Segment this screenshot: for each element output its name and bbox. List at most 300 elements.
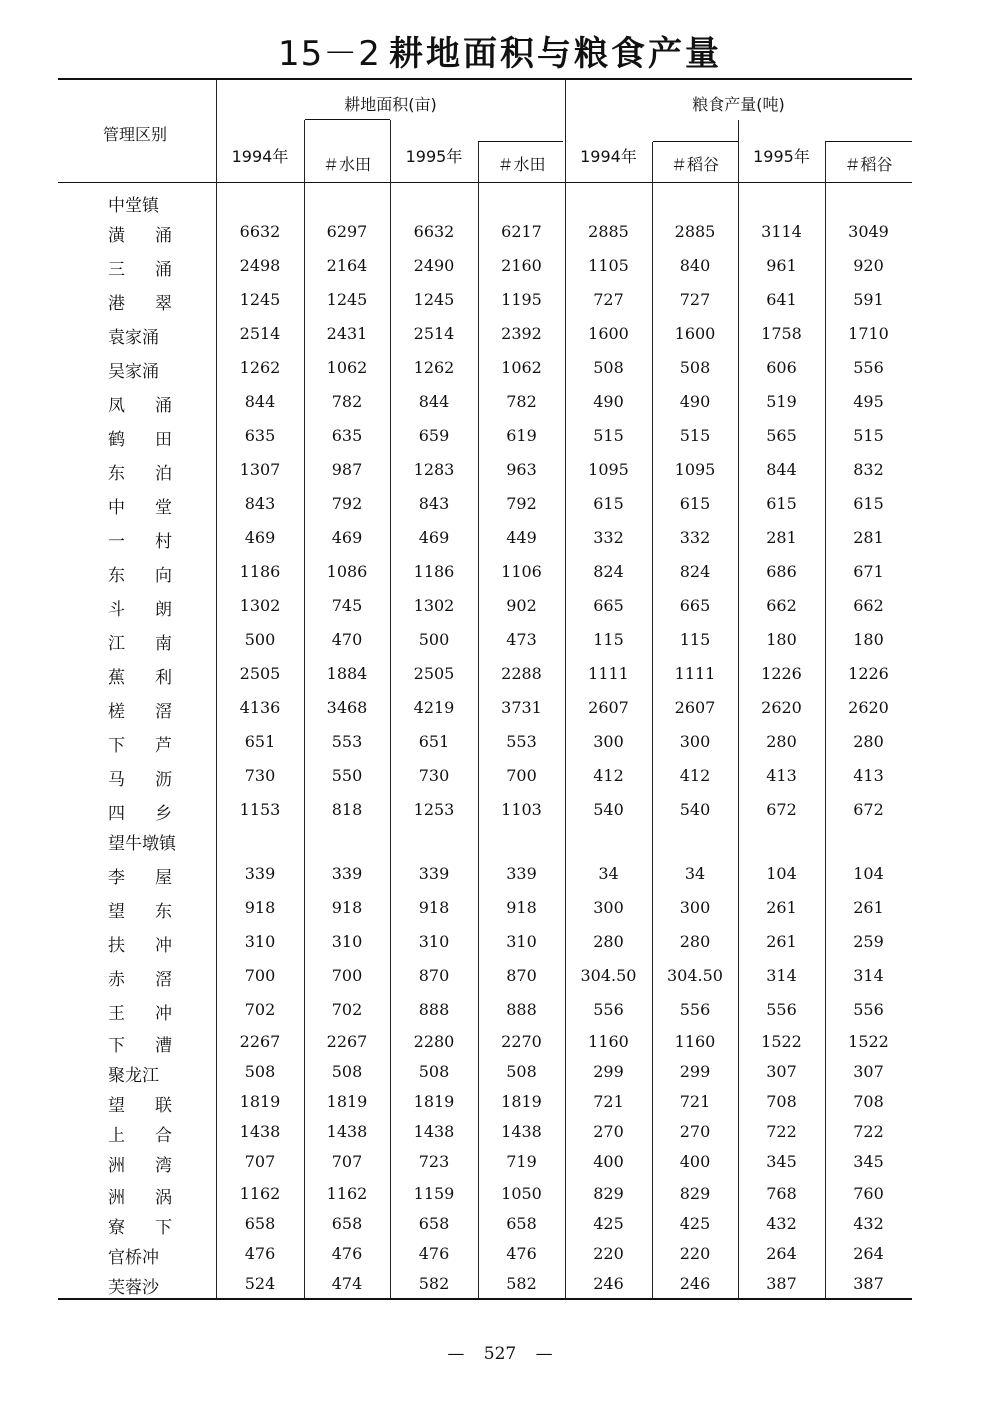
table-cell: 307: [853, 1062, 884, 1081]
table-cell: 104: [766, 864, 797, 883]
table-cell: 2514: [413, 324, 455, 343]
table-cell: 722: [766, 1122, 797, 1141]
table-cell: 1186: [413, 562, 455, 581]
table-cell: 508: [593, 358, 624, 377]
table-cell: 104: [853, 864, 884, 883]
table-cell: 658: [244, 1214, 276, 1233]
col-header-paddy-1994: ＃水田: [322, 155, 371, 174]
table-cell: 1095: [588, 460, 629, 479]
table-cell: 515: [593, 426, 624, 445]
col-header-land-1995: 1995年: [405, 147, 463, 166]
table-cell: 508: [418, 1062, 450, 1081]
table-cell: 686: [766, 562, 797, 581]
table-cell: 281: [766, 528, 797, 547]
table-cell: 1819: [239, 1092, 281, 1111]
table-cell: 727: [679, 290, 711, 309]
group-underline-land-2: [478, 141, 563, 142]
table-cell: 556: [853, 1000, 884, 1019]
row-name: 洲湾: [108, 1156, 172, 1176]
table-cell: 961: [766, 256, 797, 275]
table-cell: 2514: [239, 324, 281, 343]
table-cell: 519: [766, 392, 797, 411]
row-name: 望东: [108, 902, 172, 922]
table-cell: 1160: [588, 1032, 629, 1051]
table-cell: 1195: [501, 290, 542, 309]
table-cell: 2620: [761, 698, 802, 717]
table-cell: 1283: [413, 460, 455, 479]
table-cell: 1105: [588, 256, 629, 275]
table-cell: 2431: [326, 324, 368, 343]
table-cell: 918: [244, 898, 276, 917]
table-cell: 782: [331, 392, 363, 411]
table-cell: 300: [679, 898, 711, 917]
table-cell: 2607: [674, 698, 716, 717]
table-cell: 1111: [588, 664, 629, 683]
table-cell: 1438: [239, 1122, 281, 1141]
table-cell: 1050: [501, 1184, 542, 1203]
table-cell: 1600: [674, 324, 716, 343]
table-cell: 708: [766, 1092, 797, 1111]
table-cell: 615: [593, 494, 624, 513]
table-cell: 615: [853, 494, 884, 513]
footer-dash-left: —: [447, 1344, 465, 1364]
group-underline-grain: [653, 141, 738, 142]
table-cell: 651: [244, 732, 276, 751]
table-cell: 902: [506, 596, 537, 615]
table-cell: 476: [244, 1244, 276, 1263]
table-cell: 582: [418, 1274, 450, 1293]
table-cell: 672: [766, 800, 797, 819]
table-cell: 474: [331, 1274, 363, 1293]
table-cell: 1307: [239, 460, 281, 479]
table-cell: 300: [593, 898, 624, 917]
table-cell: 760: [853, 1184, 884, 1203]
table-cell: 1111: [674, 664, 716, 683]
table-cell: 6217: [501, 222, 542, 241]
table-cell: 2280: [413, 1032, 455, 1051]
row-name: 吴家涌: [108, 362, 159, 382]
table-cell: 476: [418, 1244, 450, 1263]
table-cell: 792: [506, 494, 537, 513]
table-cell: 659: [418, 426, 450, 445]
table-cell: 844: [418, 392, 450, 411]
table-cell: 495: [853, 392, 884, 411]
col-header-grain-1995: 1995年: [753, 147, 810, 166]
table-cell: 556: [679, 1000, 711, 1019]
table-cell: 220: [593, 1244, 624, 1263]
table-cell: 339: [331, 864, 363, 883]
table-cell: 469: [418, 528, 450, 547]
table-cell: 339: [244, 864, 276, 883]
row-name: 芙蓉沙: [108, 1278, 159, 1298]
table-cell: 515: [853, 426, 884, 445]
table-cell: 400: [593, 1152, 624, 1171]
table-cell: 1262: [413, 358, 455, 377]
table-cell: 280: [766, 732, 797, 751]
table-cell: 1226: [761, 664, 802, 683]
table-cell: 264: [766, 1244, 797, 1263]
table-cell: 412: [593, 766, 624, 785]
table-cell: 508: [244, 1062, 276, 1081]
table-cell: 565: [766, 426, 797, 445]
table-cell: 702: [244, 1000, 276, 1019]
table-cell: 332: [593, 528, 624, 547]
table-cell: 918: [331, 898, 363, 917]
table-cell: 6632: [413, 222, 455, 241]
table-cell: 832: [853, 460, 884, 479]
row-name: 斗朗: [108, 600, 172, 620]
table-cell: 556: [766, 1000, 797, 1019]
row-name: 马沥: [108, 770, 172, 790]
row-name: 四乡: [108, 804, 172, 824]
table-cell: 606: [766, 358, 797, 377]
table-cell: 550: [331, 766, 363, 785]
table-cell: 1159: [413, 1184, 455, 1203]
land-area-group-header: 耕地面积(亩): [344, 95, 437, 114]
table-cell: 413: [853, 766, 884, 785]
table-cell: 1600: [588, 324, 629, 343]
table-cell: 721: [593, 1092, 624, 1111]
table-cell: 918: [418, 898, 450, 917]
table-cell: 1186: [239, 562, 281, 581]
table-cell: 1162: [326, 1184, 368, 1203]
table-cell: 220: [679, 1244, 711, 1263]
table-cell: 2490: [413, 256, 455, 275]
table-cell: 582: [506, 1274, 537, 1293]
table-cell: 619: [506, 426, 537, 445]
table-cell: 707: [331, 1152, 363, 1171]
table-cell: 1758: [761, 324, 802, 343]
table-cell: 339: [506, 864, 537, 883]
grain-output-group-header: 粮食产量(吨): [692, 95, 785, 114]
table-cell: 280: [853, 732, 884, 751]
table-cell: 824: [593, 562, 624, 581]
table-cell: 2164: [326, 256, 368, 275]
table-cell: 310: [244, 932, 276, 951]
table-cell: 500: [418, 630, 450, 649]
table-cell: 280: [593, 932, 624, 951]
table-cell: 658: [418, 1214, 450, 1233]
table-cell: 719: [506, 1152, 537, 1171]
table-cell: 1153: [239, 800, 281, 819]
table-cell: 264: [853, 1244, 884, 1263]
group-heading: 望牛墩镇: [108, 834, 176, 854]
table-cell: 615: [766, 494, 797, 513]
row-name: 洲涡: [108, 1188, 172, 1208]
table-cell: 387: [766, 1274, 797, 1293]
table-cell: 310: [331, 932, 363, 951]
table-cell: 700: [244, 966, 276, 985]
page-footer: [0, 1344, 1000, 1364]
table-cell: 987: [331, 460, 363, 479]
table-cell: 665: [679, 596, 711, 615]
table-cell: 473: [506, 630, 537, 649]
row-name: 李屋: [108, 868, 172, 888]
table-cell: 870: [418, 966, 450, 985]
table-cell: 180: [766, 630, 797, 649]
page-title: [0, 26, 1000, 75]
table-cell: 261: [853, 898, 884, 917]
table-cell: 1086: [326, 562, 368, 581]
table-cell: 700: [506, 766, 537, 785]
table-cell: 508: [331, 1062, 363, 1081]
table-cell: 270: [679, 1122, 711, 1141]
row-name: 潢涌: [108, 226, 172, 246]
table-cell: 615: [679, 494, 711, 513]
table-cell: 1226: [848, 664, 889, 683]
row-name: 扶冲: [108, 936, 172, 956]
table-cell: 2505: [413, 664, 455, 683]
table-cell: 829: [593, 1184, 624, 1203]
table-cell: 702: [331, 1000, 363, 1019]
top-rule: [58, 78, 912, 80]
table-cell: 432: [853, 1214, 884, 1233]
table-cell: 1062: [326, 358, 368, 377]
table-cell: 2267: [326, 1032, 368, 1051]
table-cell: 844: [244, 392, 276, 411]
table-cell: 918: [506, 898, 537, 917]
table-cell: 6632: [239, 222, 281, 241]
table-cell: 1302: [239, 596, 281, 615]
table-cell: 553: [506, 732, 537, 751]
table-cell: 1884: [326, 664, 368, 683]
table-cell: 1302: [413, 596, 455, 615]
table-cell: 490: [679, 392, 711, 411]
table-cell: 261: [766, 898, 797, 917]
table-cell: 476: [506, 1244, 537, 1263]
row-name: 蕉利: [108, 668, 172, 688]
table-cell: 270: [593, 1122, 624, 1141]
table-cell: 332: [679, 528, 711, 547]
table-cell: 818: [331, 800, 363, 819]
table-cell: 400: [679, 1152, 711, 1171]
table-cell: 304.50: [580, 966, 637, 985]
table-cell: 1245: [413, 290, 455, 309]
table-cell: 515: [679, 426, 711, 445]
table-cell: 829: [679, 1184, 711, 1203]
row-name: 鹤田: [108, 430, 172, 450]
row-name: 槎滘: [108, 702, 172, 722]
table-cell: 4219: [413, 698, 455, 717]
table-cell: 345: [766, 1152, 797, 1171]
table-cell: 425: [679, 1214, 711, 1233]
table-cell: 314: [766, 966, 797, 985]
table-cell: 1438: [413, 1122, 455, 1141]
table-cell: 727: [593, 290, 624, 309]
table-cell: 300: [679, 732, 711, 751]
table-cell: 840: [679, 256, 711, 275]
col-header-land-1994: 1994年: [231, 147, 289, 166]
table-cell: 3049: [848, 222, 889, 241]
table-cell: 658: [506, 1214, 537, 1233]
table-cell: 387: [853, 1274, 884, 1293]
row-name: 下漕: [108, 1036, 172, 1056]
table-cell: 888: [418, 1000, 450, 1019]
table-cell: 730: [244, 766, 276, 785]
table-cell: 641: [766, 290, 797, 309]
table-cell: 2267: [239, 1032, 281, 1051]
table-cell: 180: [853, 630, 884, 649]
table-cell: 3731: [501, 698, 542, 717]
table-cell: 782: [506, 392, 537, 411]
table-cell: 635: [331, 426, 363, 445]
table-cell: 1710: [848, 324, 889, 343]
table-title: 耕地面积与粮食产量: [388, 34, 722, 74]
table-cell: 470: [331, 630, 363, 649]
table-cell: 2607: [588, 698, 629, 717]
group-underline-land: [305, 119, 390, 120]
table-cell: 1253: [413, 800, 455, 819]
table-cell: 768: [766, 1184, 797, 1203]
table-cell: 413: [766, 766, 797, 785]
table-cell: 722: [853, 1122, 884, 1141]
table-cell: 1162: [239, 1184, 281, 1203]
table-cell: 307: [766, 1062, 797, 1081]
table-cell: 1062: [501, 358, 542, 377]
row-name: 三涌: [108, 260, 172, 280]
table-cell: 2392: [501, 324, 542, 343]
table-cell: 314: [853, 966, 884, 985]
table-cell: 556: [593, 1000, 624, 1019]
table-cell: 721: [679, 1092, 711, 1111]
table-cell: 299: [593, 1062, 624, 1081]
table-cell: 651: [418, 732, 450, 751]
table-cell: 1819: [501, 1092, 542, 1111]
row-name: 中堂: [108, 498, 172, 518]
table-cell: 300: [593, 732, 624, 751]
row-name: 赤滘: [108, 970, 172, 990]
table-cell: 246: [679, 1274, 711, 1293]
table-cell: 1522: [761, 1032, 802, 1051]
col-header-rice-1995: ＃稻谷: [844, 155, 893, 174]
table-cell: 1245: [326, 290, 368, 309]
table-cell: 6297: [326, 222, 368, 241]
row-name: 凤涌: [108, 396, 172, 416]
row-name: 王冲: [108, 1004, 172, 1024]
table-cell: 34: [684, 864, 706, 883]
row-name: 下芦: [108, 736, 172, 756]
table-cell: 662: [766, 596, 797, 615]
table-cell: 920: [853, 256, 884, 275]
table-cell: 658: [331, 1214, 363, 1233]
table-cell: 508: [506, 1062, 537, 1081]
table-cell: 259: [853, 932, 884, 951]
table-cell: 476: [331, 1244, 363, 1263]
row-name: 官桥冲: [108, 1248, 159, 1268]
table-cell: 2505: [239, 664, 281, 683]
group-heading: 中堂镇: [108, 196, 159, 216]
row-name: 一村: [108, 532, 172, 552]
table-cell: 339: [418, 864, 450, 883]
table-cell: 304.50: [667, 966, 723, 985]
table-cell: 824: [679, 562, 711, 581]
row-name: 江南: [108, 634, 172, 654]
table-cell: 524: [244, 1274, 276, 1293]
row-name: 袁家涌: [108, 328, 159, 348]
table-cell: 662: [853, 596, 884, 615]
table-cell: 246: [593, 1274, 624, 1293]
table-cell: 425: [593, 1214, 624, 1233]
table-cell: 1160: [674, 1032, 716, 1051]
page-number: 527: [483, 1344, 517, 1364]
footer-dash-right: —: [535, 1344, 553, 1364]
table-cell: 310: [418, 932, 450, 951]
table-cell: 1245: [239, 290, 281, 309]
table-cell: 345: [853, 1152, 884, 1171]
table-cell: 449: [506, 528, 537, 547]
table-cell: 2288: [501, 664, 542, 683]
col-header-paddy-1995: ＃水田: [497, 155, 546, 174]
table-cell: 2160: [501, 256, 542, 275]
table-cell: 508: [679, 358, 711, 377]
table-cell: 3468: [326, 698, 368, 717]
row-name: 上合: [108, 1126, 172, 1146]
table-cell: 412: [679, 766, 711, 785]
table-cell: 1095: [674, 460, 716, 479]
table-cell: 963: [506, 460, 537, 479]
table-cell: 469: [331, 528, 363, 547]
table-cell: 115: [679, 630, 711, 649]
table-cell: 700: [331, 966, 363, 985]
table-cell: 672: [853, 800, 884, 819]
table-cell: 1522: [848, 1032, 889, 1051]
table-cell: 1438: [326, 1122, 368, 1141]
table-cell: 888: [506, 1000, 537, 1019]
table-cell: 3114: [761, 222, 802, 241]
table-cell: 1103: [501, 800, 542, 819]
table-cell: 432: [766, 1214, 797, 1233]
table-cell: 843: [244, 494, 276, 513]
header-rule: [58, 182, 912, 183]
table-cell: 730: [418, 766, 450, 785]
table-cell: 261: [766, 932, 797, 951]
table-cell: 2620: [848, 698, 889, 717]
col-header-grain-1994: 1994年: [580, 147, 637, 166]
table-cell: 469: [244, 528, 276, 547]
table-cell: 553: [331, 732, 363, 751]
table-cell: 2885: [674, 222, 716, 241]
row-name: 望联: [108, 1096, 172, 1116]
row-name: 港翠: [108, 294, 172, 314]
table-cell: 665: [593, 596, 624, 615]
table-cell: 1819: [413, 1092, 455, 1111]
bottom-rule: [58, 1298, 912, 1300]
table-cell: 4136: [239, 698, 281, 717]
table-cell: 1262: [239, 358, 281, 377]
table-cell: 500: [244, 630, 276, 649]
table-cell: 34: [598, 864, 619, 883]
table-cell: 745: [331, 596, 363, 615]
table-cell: 1819: [326, 1092, 368, 1111]
table-cell: 870: [506, 966, 537, 985]
table-cell: 792: [331, 494, 363, 513]
table-cell: 671: [853, 562, 884, 581]
table-cell: 723: [418, 1152, 450, 1171]
table-cell: 843: [418, 494, 450, 513]
row-name: 聚龙江: [108, 1066, 159, 1086]
row-label-header: 管理区别: [103, 125, 168, 144]
table-cell: 115: [593, 630, 624, 649]
table-cell: 310: [506, 932, 537, 951]
table-cell: 1438: [501, 1122, 542, 1141]
table-cell: 591: [853, 290, 884, 309]
table-cell: 707: [244, 1152, 276, 1171]
col-header-rice-1994: ＃稻谷: [670, 155, 719, 174]
row-name: 东向: [108, 566, 172, 586]
table-cell: 540: [679, 800, 711, 819]
table-cell: 2498: [239, 256, 281, 275]
table-cell: 844: [766, 460, 797, 479]
